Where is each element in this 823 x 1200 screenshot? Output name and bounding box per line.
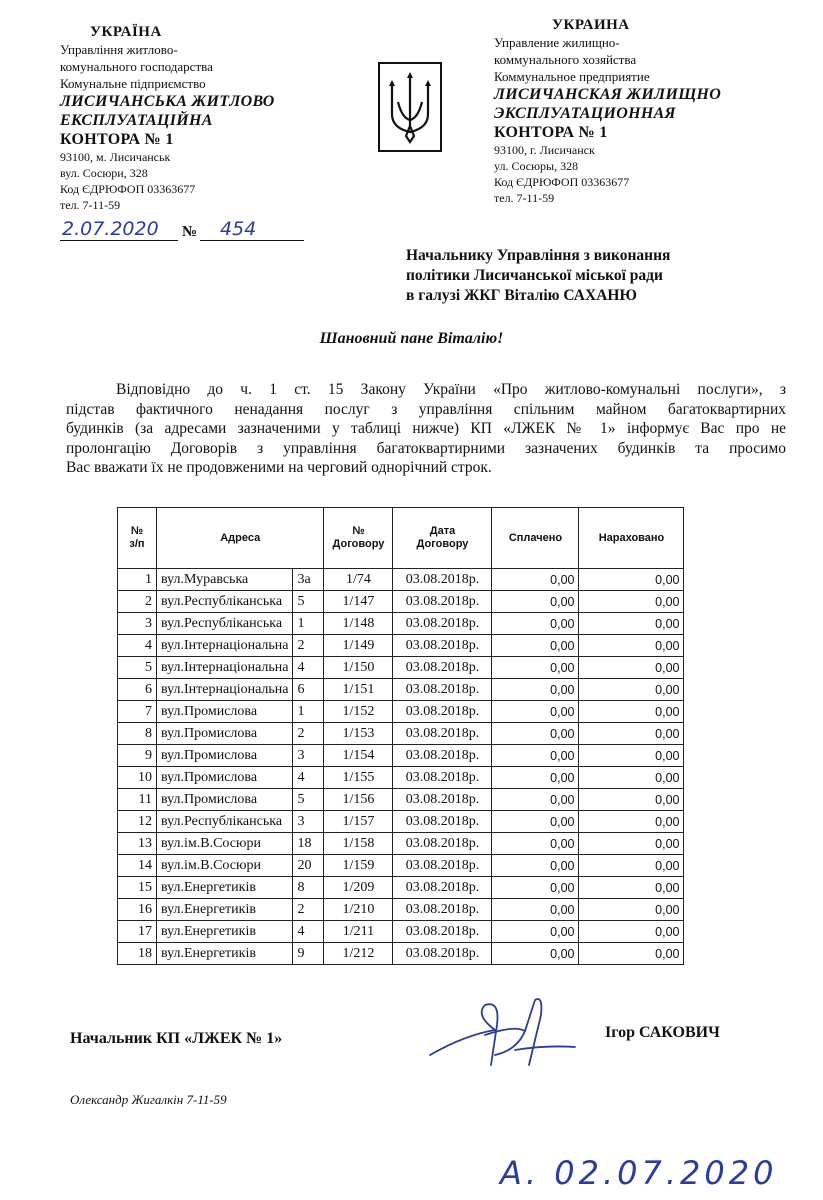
department-line-2: комунального господарства	[60, 59, 213, 74]
contract-date-cell: 03.08.2018р.	[393, 789, 492, 811]
charged-cell: 0,00	[579, 657, 684, 679]
row-number: 7	[118, 701, 157, 723]
body-line-3: будинків (за адресами зазначеними у таблиці нижче) КП «ЛЖЕК № 1» інформує Вас про не	[66, 420, 786, 437]
charged-cell: 0,00	[579, 899, 684, 921]
street-cell: вул.ім.В.Сосюри	[157, 855, 293, 877]
table-row	[118, 767, 684, 789]
number-underline	[200, 240, 304, 241]
row-number: 10	[118, 767, 157, 789]
street-cell: вул.Муравська	[157, 569, 293, 591]
house-cell: 1	[293, 613, 324, 635]
row-number: 3	[118, 613, 157, 635]
street-cell: вул.Республіканська	[157, 811, 293, 833]
house-cell: 4	[293, 657, 324, 679]
street-cell: вул.Промислова	[157, 789, 293, 811]
charged-cell: 0,00	[579, 789, 684, 811]
paid-cell: 0,00	[492, 679, 579, 701]
recipient-block	[406, 246, 786, 306]
contract-number-cell: 1/159	[324, 855, 393, 877]
country-name-ru: УКРАИНА	[552, 17, 630, 33]
table-row	[118, 679, 684, 701]
paid-cell: 0,00	[492, 855, 579, 877]
row-number: 12	[118, 811, 157, 833]
table-row	[118, 789, 684, 811]
address-line-1-ru: 93100, г. Лисичанск	[494, 143, 595, 157]
letter-body	[66, 380, 786, 478]
street-cell: вул.Енергетиків	[157, 943, 293, 965]
table-row	[118, 635, 684, 657]
contract-date-cell: 03.08.2018р.	[393, 811, 492, 833]
row-number: 15	[118, 877, 157, 899]
contract-number-cell: 1/155	[324, 767, 393, 789]
contract-number-cell: 1/152	[324, 701, 393, 723]
left-letterhead	[60, 24, 360, 213]
department-line-2-ru: коммунального хозяйства	[494, 52, 637, 67]
paid-cell: 0,00	[492, 569, 579, 591]
street-cell: вул.Енергетиків	[157, 921, 293, 943]
paid-cell: 0,00	[492, 767, 579, 789]
table-row	[118, 811, 684, 833]
house-cell: 4	[293, 921, 324, 943]
house-cell: 6	[293, 679, 324, 701]
contract-number-cell: 1/74	[324, 569, 393, 591]
contract-number-cell: 1/158	[324, 833, 393, 855]
contract-number-cell: 1/153	[324, 723, 393, 745]
row-number: 13	[118, 833, 157, 855]
house-cell: 20	[293, 855, 324, 877]
body-line-1: Відповідно до ч. 1 ст. 15 Закону України «Про житлово-комунальні послуги», з	[116, 381, 786, 398]
house-cell: 8	[293, 877, 324, 899]
bottom-handwritten-text: А. 02.07.2020	[500, 1154, 778, 1192]
paid-cell: 0,00	[492, 899, 579, 921]
handwritten-signature-icon	[425, 995, 605, 1075]
paid-cell: 0,00	[492, 635, 579, 657]
department-line-1: Управління житлово-	[60, 42, 178, 57]
row-number: 1	[118, 569, 157, 591]
house-cell: 4	[293, 767, 324, 789]
street-cell: вул.Інтернаціональна	[157, 635, 293, 657]
table-row	[118, 745, 684, 767]
org-name-line-2: ЕКСПЛУАТАЦІЙНА	[60, 112, 213, 129]
body-line-5: Вас вважати їх не продовженими на черговий однорічний строк.	[66, 459, 492, 476]
house-cell: 9	[293, 943, 324, 965]
charged-cell: 0,00	[579, 679, 684, 701]
salutation: Шановний пане Віталію!	[319, 330, 504, 347]
org-name-line-2-ru: ЭКСПЛУАТАЦИОННАЯ	[494, 105, 676, 122]
paid-cell: 0,00	[492, 657, 579, 679]
org-name-line-3: КОНТОРА № 1	[60, 131, 174, 148]
table-row	[118, 943, 684, 965]
contract-date-cell: 03.08.2018р.	[393, 613, 492, 635]
house-cell: 5	[293, 789, 324, 811]
street-cell: вул.Промислова	[157, 701, 293, 723]
address-line-2: вул. Сосюри, 328	[60, 166, 148, 180]
recipient-line-3: в галузі ЖКГ Віталію САХАНЮ	[406, 287, 637, 304]
table-row	[118, 855, 684, 877]
contract-date-cell: 03.08.2018р.	[393, 635, 492, 657]
charged-cell: 0,00	[579, 767, 684, 789]
table-row	[118, 877, 684, 899]
street-cell: вул.Промислова	[157, 767, 293, 789]
paid-cell: 0,00	[492, 591, 579, 613]
paid-cell: 0,00	[492, 745, 579, 767]
contract-number-cell: 1/149	[324, 635, 393, 657]
table-row	[118, 921, 684, 943]
contracts-table-grid	[117, 507, 684, 965]
row-number: 8	[118, 723, 157, 745]
charged-cell: 0,00	[579, 635, 684, 657]
charged-cell: 0,00	[579, 569, 684, 591]
contract-number-cell: 1/157	[324, 811, 393, 833]
address-line-1: 93100, м. Лисичанськ	[60, 150, 171, 164]
contract-date-cell: 03.08.2018р.	[393, 591, 492, 613]
body-line-2: підстав фактичного ненадання послуг з управління спільним майном багатоквартирних	[66, 400, 786, 418]
house-cell: 2	[293, 899, 324, 921]
contract-date-cell: 03.08.2018р.	[393, 833, 492, 855]
table-row	[118, 613, 684, 635]
address-line-2-ru: ул. Сосюры, 328	[494, 159, 579, 173]
table-row	[118, 701, 684, 723]
row-number: 14	[118, 855, 157, 877]
header-charged: Нараховано	[579, 508, 684, 569]
table-row	[118, 833, 684, 855]
body-line-4: пролонгацію Договорів з управління багатоквартирними зазначених будинків та просимо	[66, 439, 786, 457]
org-name-line-1: ЛИСИЧАНСЬКА ЖИТЛОВО	[60, 93, 275, 110]
row-number: 11	[118, 789, 157, 811]
trident-coat-of-arms-icon	[378, 62, 442, 152]
house-cell: 3	[293, 745, 324, 767]
contract-number-cell: 1/150	[324, 657, 393, 679]
paid-cell: 0,00	[492, 701, 579, 723]
contract-date-cell: 03.08.2018р.	[393, 943, 492, 965]
org-name-line-3-ru: КОНТОРА № 1	[494, 124, 608, 141]
contract-date-cell: 03.08.2018р.	[393, 767, 492, 789]
contract-date-cell: 03.08.2018р.	[393, 679, 492, 701]
row-number: 9	[118, 745, 157, 767]
registration-number: 454	[220, 218, 257, 240]
table-row	[118, 657, 684, 679]
street-cell: вул.Енергетиків	[157, 899, 293, 921]
table-body	[118, 569, 684, 965]
charged-cell: 0,00	[579, 833, 684, 855]
contract-number-cell: 1/156	[324, 789, 393, 811]
contract-number-cell: 1/211	[324, 921, 393, 943]
contract-number-cell: 1/151	[324, 679, 393, 701]
contract-number-cell: 1/212	[324, 943, 393, 965]
table-header-row	[118, 508, 684, 569]
charged-cell: 0,00	[579, 591, 684, 613]
contract-date-cell: 03.08.2018р.	[393, 921, 492, 943]
contract-date-cell: 03.08.2018р.	[393, 855, 492, 877]
registration-date: 2.07.2020	[62, 218, 159, 240]
contract-number-cell: 1/209	[324, 877, 393, 899]
street-cell: вул.Республіканська	[157, 591, 293, 613]
street-cell: вул.Інтернаціональна	[157, 657, 293, 679]
house-cell: 18	[293, 833, 324, 855]
org-name-line-1-ru: ЛИСИЧАНСКАЯ ЖИЛИЩНО	[494, 86, 722, 103]
recipient-line-2: політики Лисичанської міської ради	[406, 267, 663, 284]
contract-number-cell: 1/154	[324, 745, 393, 767]
contracts-table	[117, 507, 684, 965]
executor-contact: Олександр Жигалкін 7-11-59	[70, 1092, 227, 1107]
charged-cell: 0,00	[579, 877, 684, 899]
charged-cell: 0,00	[579, 811, 684, 833]
signatory-name: Ігор САКОВИЧ	[605, 1024, 720, 1041]
house-cell: 2	[293, 723, 324, 745]
contract-date-cell: 03.08.2018р.	[393, 745, 492, 767]
row-number: 16	[118, 899, 157, 921]
paid-cell: 0,00	[492, 789, 579, 811]
bottom-handwritten-note	[500, 1150, 820, 1198]
enterprise-type-ru: Коммунальное предприятие	[494, 69, 650, 84]
header-address: Адреса	[157, 508, 324, 569]
paid-cell: 0,00	[492, 877, 579, 899]
contract-number-cell: 1/147	[324, 591, 393, 613]
table-row	[118, 899, 684, 921]
paid-cell: 0,00	[492, 723, 579, 745]
header-contract: № Договору	[324, 508, 393, 569]
street-cell: вул.Промислова	[157, 723, 293, 745]
department-line-1-ru: Управление жилищно-	[494, 35, 620, 50]
charged-cell: 0,00	[579, 613, 684, 635]
header-paid: Сплачено	[492, 508, 579, 569]
street-cell: вул.Інтернаціональна	[157, 679, 293, 701]
street-cell: вул.Енергетиків	[157, 877, 293, 899]
charged-cell: 0,00	[579, 723, 684, 745]
contract-date-cell: 03.08.2018р.	[393, 569, 492, 591]
phone-ru: тел. 7-11-59	[494, 191, 555, 205]
table-row	[118, 591, 684, 613]
charged-cell: 0,00	[579, 855, 684, 877]
row-number: 5	[118, 657, 157, 679]
table-row	[118, 723, 684, 745]
contract-date-cell: 03.08.2018р.	[393, 877, 492, 899]
contract-date-cell: 03.08.2018р.	[393, 723, 492, 745]
row-number: 6	[118, 679, 157, 701]
paid-cell: 0,00	[492, 811, 579, 833]
registration-line	[60, 218, 310, 244]
number-sign: №	[182, 224, 198, 240]
phone: тел. 7-11-59	[60, 198, 121, 212]
contract-date-cell: 03.08.2018р.	[393, 701, 492, 723]
contract-date-cell: 03.08.2018р.	[393, 657, 492, 679]
row-number: 2	[118, 591, 157, 613]
charged-cell: 0,00	[579, 943, 684, 965]
signatory-title: Начальник КП «ЛЖЕК № 1»	[70, 1030, 283, 1047]
house-cell: 1	[293, 701, 324, 723]
table-row	[118, 569, 684, 591]
charged-cell: 0,00	[579, 701, 684, 723]
paid-cell: 0,00	[492, 833, 579, 855]
recipient-line-1: Начальнику Управління з виконання	[406, 247, 671, 264]
house-cell: 3	[293, 811, 324, 833]
row-number: 4	[118, 635, 157, 657]
row-number: 17	[118, 921, 157, 943]
charged-cell: 0,00	[579, 745, 684, 767]
house-cell: 5	[293, 591, 324, 613]
contract-number-cell: 1/210	[324, 899, 393, 921]
street-cell: вул.Промислова	[157, 745, 293, 767]
row-number: 18	[118, 943, 157, 965]
company-code: Код ЄДРЮФОП 03363677	[60, 182, 196, 196]
charged-cell: 0,00	[579, 921, 684, 943]
house-cell: 3а	[293, 569, 324, 591]
company-code-ru: Код ЄДРЮФОП 03363677	[494, 175, 630, 189]
paid-cell: 0,00	[492, 943, 579, 965]
house-cell: 2	[293, 635, 324, 657]
contract-date-cell: 03.08.2018р.	[393, 899, 492, 921]
header-num: № з/п	[118, 508, 157, 569]
street-cell: вул.ім.В.Сосюри	[157, 833, 293, 855]
street-cell: вул.Республіканська	[157, 613, 293, 635]
enterprise-type: Комунальне підприємство	[60, 76, 206, 91]
paid-cell: 0,00	[492, 921, 579, 943]
paid-cell: 0,00	[492, 613, 579, 635]
header-date: Дата Договору	[393, 508, 492, 569]
date-underline	[60, 240, 178, 241]
contract-number-cell: 1/148	[324, 613, 393, 635]
right-letterhead	[494, 17, 814, 206]
country-name-ua: УКРАЇНА	[90, 24, 162, 40]
